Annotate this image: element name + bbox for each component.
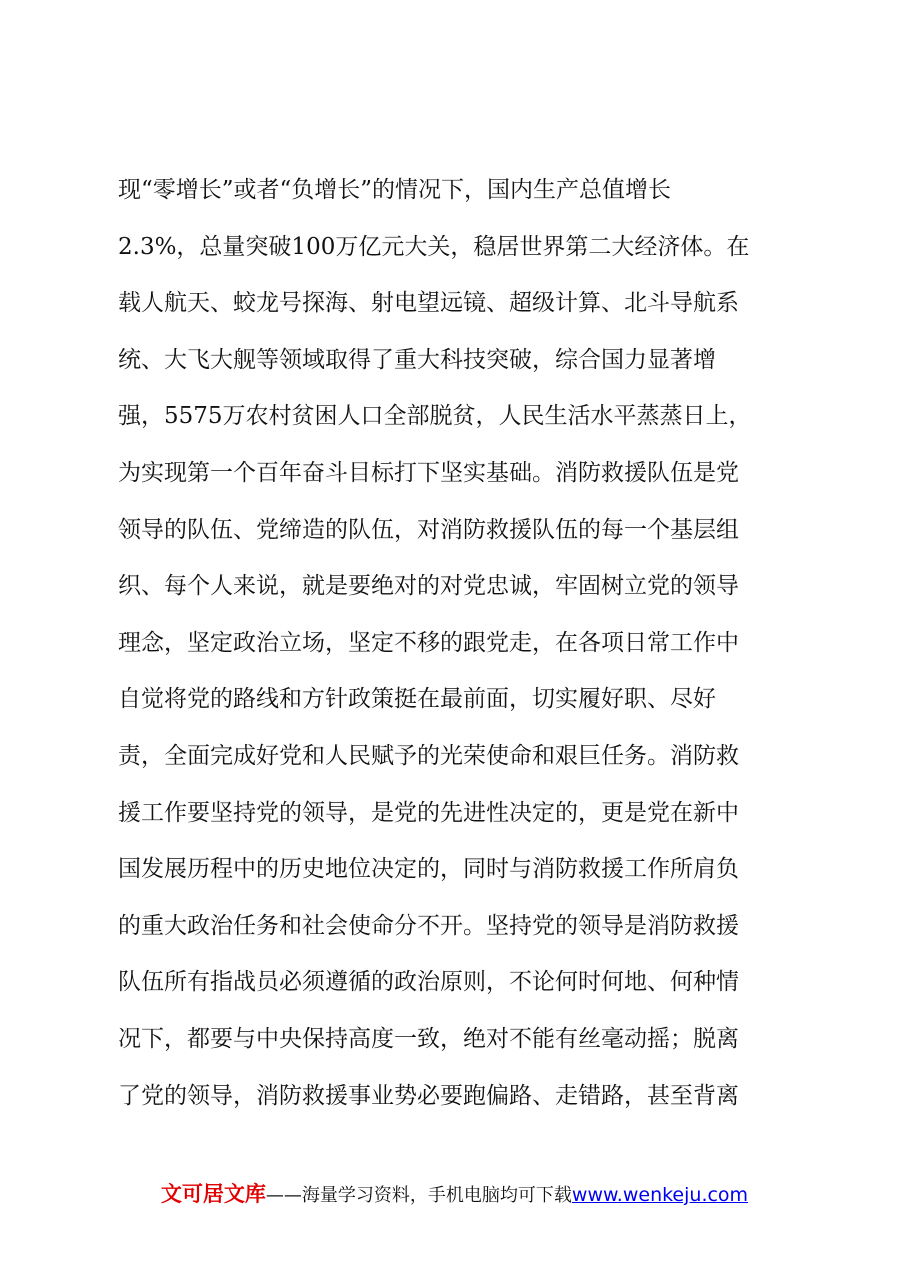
footer-banner [0, 1178, 909, 1208]
text-line-5: 强，5575万农村贫困人口全部脱贫，人民生活水平蒸蒸日上， [118, 403, 752, 430]
footer-site-link[interactable]: www.wenkeju.com [571, 1184, 749, 1206]
text-line-9: 理念，坚定政治立场，坚定不移的跟党走，在各项日常工作中 [118, 629, 739, 656]
text-line-4: 统、大飞大舰等领域取得了重大科技突破，综合国力显著增 [118, 346, 716, 373]
text-line-12: 援工作要坚持党的领导，是党的先进性决定的，更是党在新中 [118, 799, 739, 826]
text-line-7: 领导的队伍、党缔造的队伍，对消防救援队伍的每一个基层组 [118, 516, 739, 543]
text-line-10: 自觉将党的路线和方针政策挺在最前面，切实履好职、尽好 [118, 686, 716, 713]
text-line-11: 责，全面完成好党和人民赋予的光荣使命和艰巨任务。消防救 [118, 742, 739, 769]
text-line-14: 的重大政治任务和社会使命分不开。坚持党的领导是消防救援 [118, 912, 739, 939]
text-line-8: 织、每个人来说，就是要绝对的对党忠诚，牢固树立党的领导 [118, 573, 739, 600]
text-line-15: 队伍所有指战员必须遵循的政治原则，不论何时何地、何种情 [118, 969, 739, 996]
text-line-1: 现“零增长”或者“负增长”的情况下，国内生产总值增长 [118, 177, 672, 203]
text-line-13: 国发展历程中的历史地位决定的，同时与消防救援工作所肩负 [118, 856, 739, 883]
text-line-2: 2.3%，总量突破100万亿元大关，稳居世界第二大经济体。在 [118, 233, 750, 260]
text-line-16: 况下，都要与中央保持高度一致，绝对不能有丝毫动摇；脱离 [118, 1025, 739, 1052]
body-paragraph [118, 162, 798, 1124]
footer-tagline: ——海量学习资料，手机电脑均可下载 [265, 1185, 572, 1206]
text-line-6: 为实现第一个百年奋斗目标打下坚实基础。消防救援队伍是党 [118, 459, 739, 486]
text-line-17: 了党的领导，消防救援事业势必要跑偏路、走错路，甚至背离 [118, 1082, 739, 1109]
footer-brand: 文可居文库 [160, 1182, 266, 1206]
text-line-3: 载人航天、蛟龙号探海、射电望远镜、超级计算、北斗导航系 [118, 290, 739, 317]
